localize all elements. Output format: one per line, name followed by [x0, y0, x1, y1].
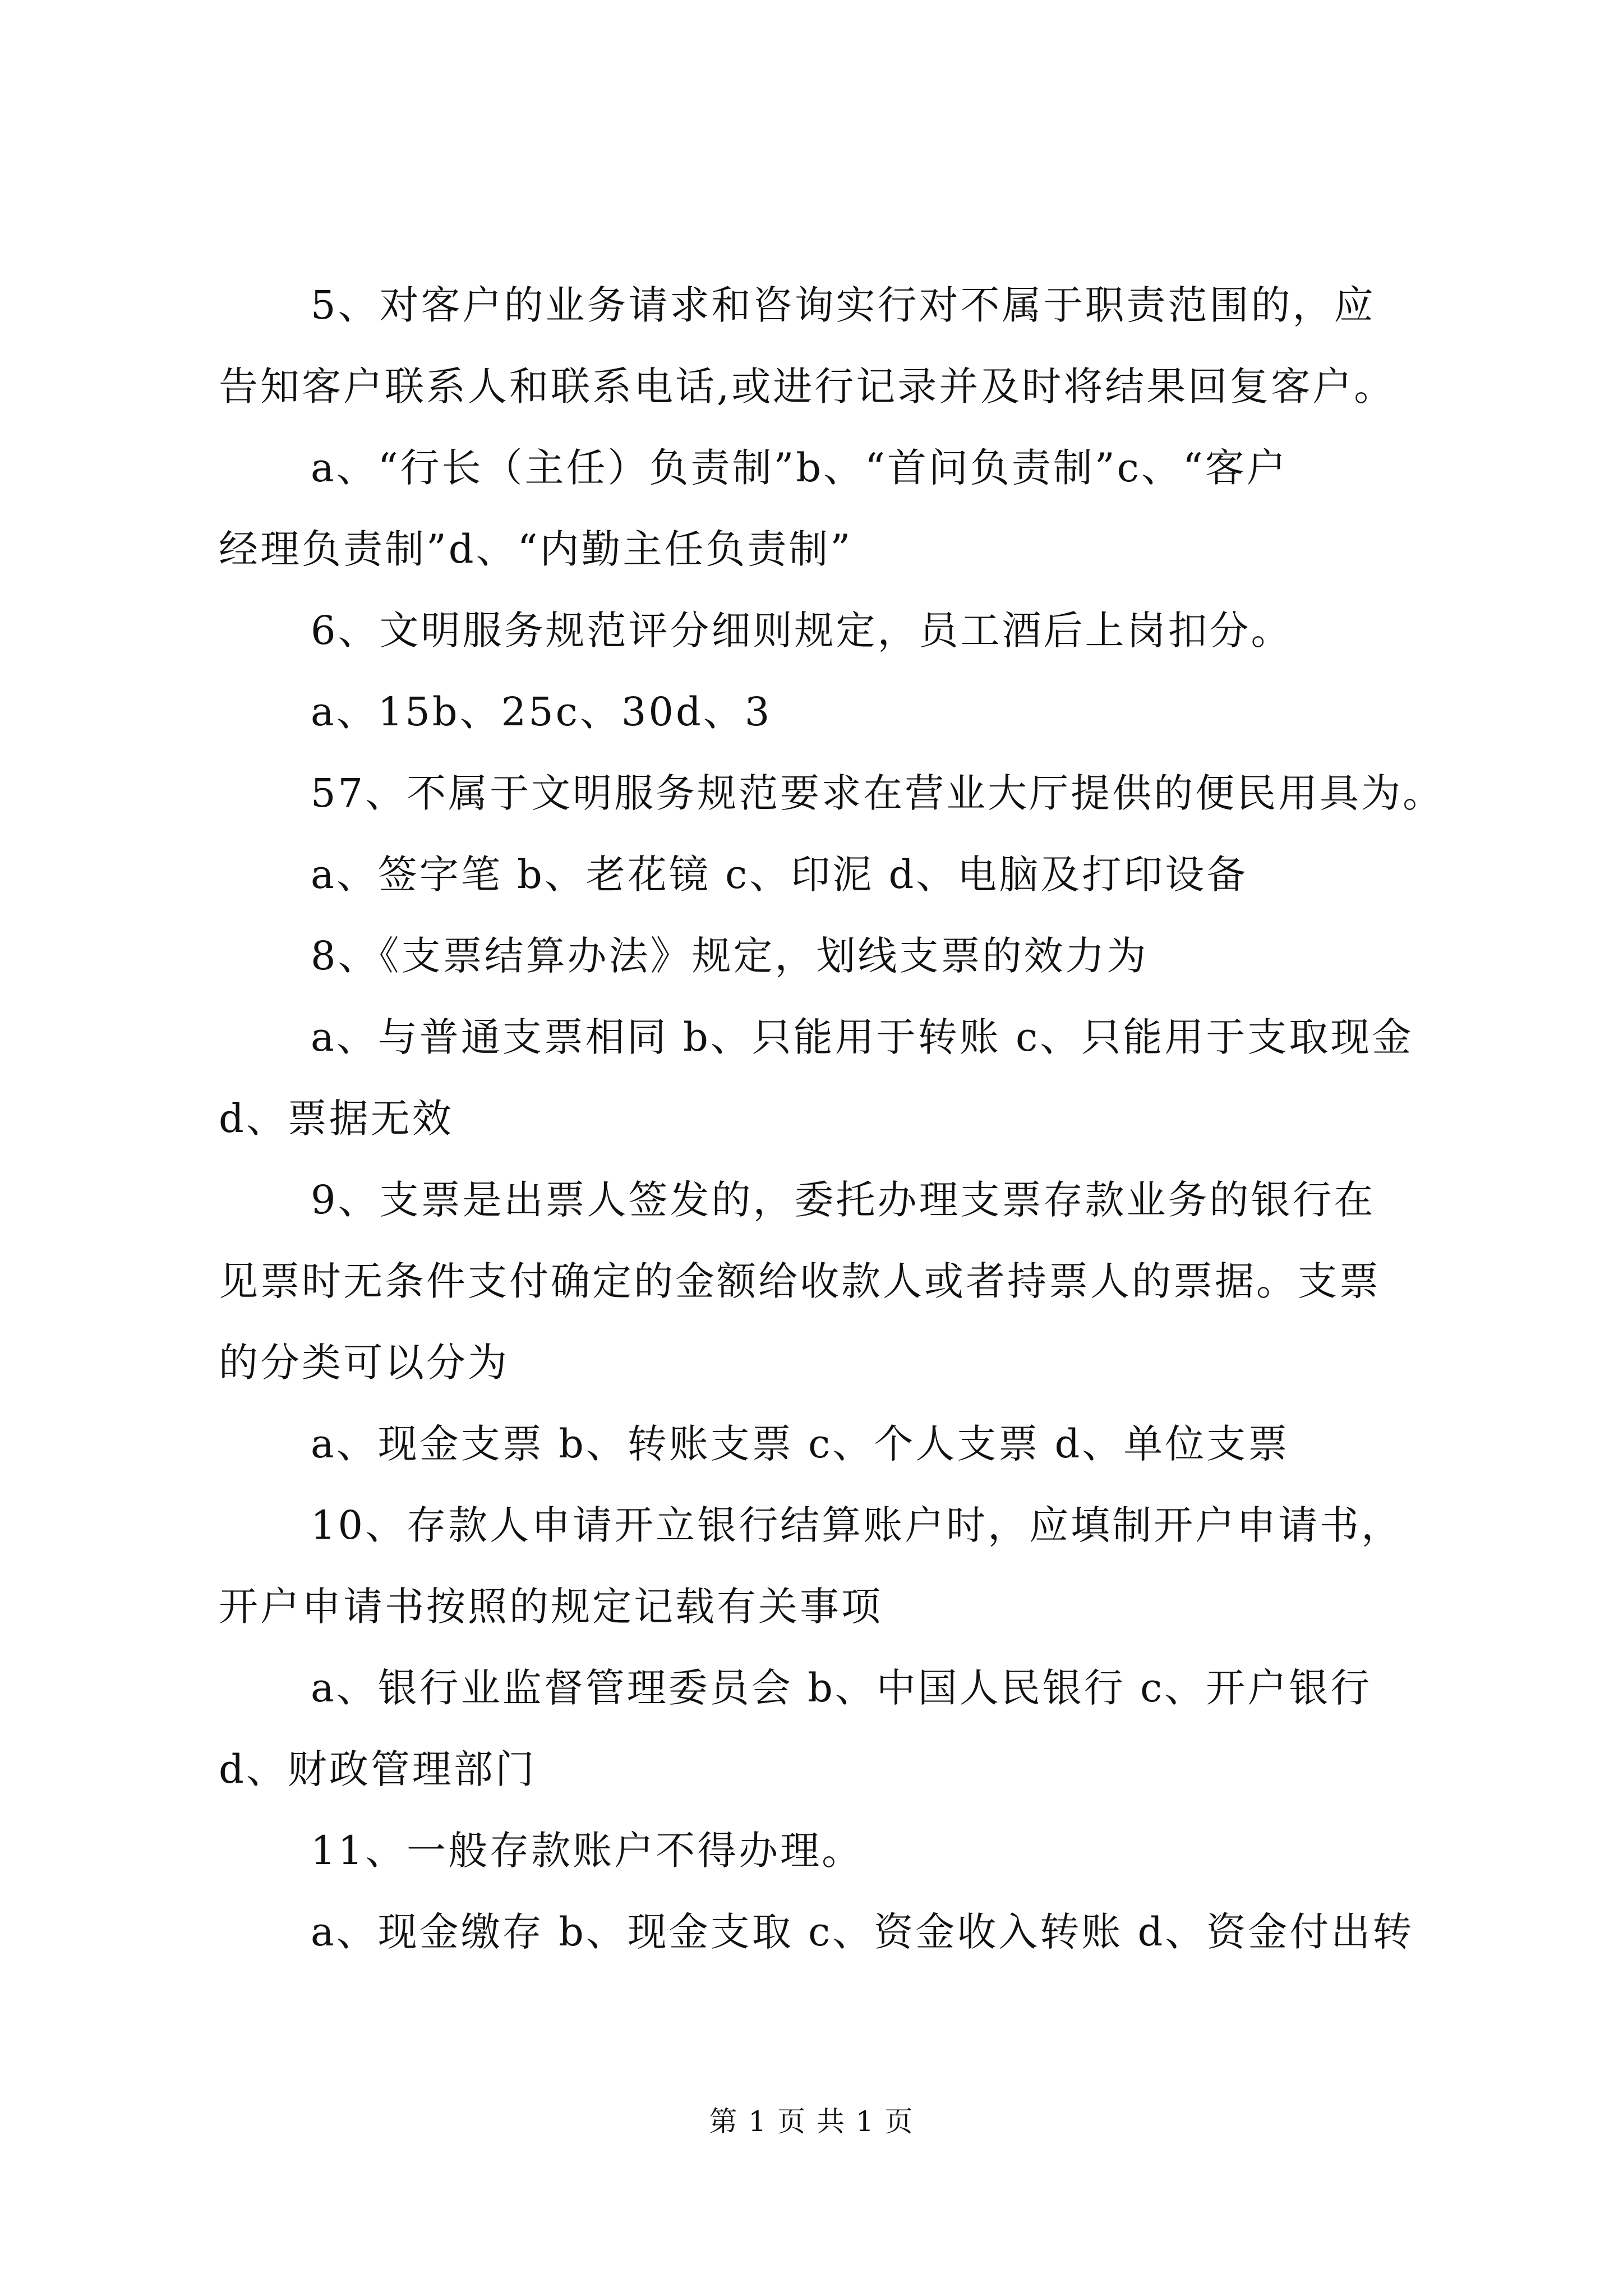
question-10-options — [219, 1648, 1419, 1810]
document-body — [219, 265, 1445, 1973]
question-9 — [219, 1159, 1419, 1404]
question-8 — [219, 915, 1419, 997]
paragraph-line: a、签字笔 b、老花镜 c、印泥 d、电脑及打印设备 — [311, 852, 1248, 898]
question-8-options — [219, 997, 1419, 1159]
question-10 — [219, 1485, 1419, 1648]
page-footer: 第 1 页 共 1 页 — [709, 2105, 914, 2138]
paragraph-line: a、与普通支票相同 b、只能用于转账 c、只能用于支取现金 — [311, 1014, 1414, 1060]
question-9-options — [219, 1404, 1419, 1485]
paragraph-line: 57、不属于文明服务规范要求在营业大厅提供的便民用具为。 — [311, 770, 1445, 816]
paragraph-line: 11、一般存款账户不得办理。 — [311, 1828, 864, 1874]
question-57 — [219, 753, 1445, 834]
question-5 — [219, 265, 1419, 427]
question-5-options — [219, 427, 1419, 590]
paragraph-line: d、财政管理部门 — [219, 1746, 537, 1792]
paragraph-line: 8、《支票结算办法》规定，划线支票的效力为 — [311, 933, 1149, 979]
question-11-options — [219, 1892, 1419, 1973]
paragraph-line: 6、文明服务规范评分细则规定，员工酒后上岗扣分。 — [311, 608, 1293, 654]
question-6-options — [219, 671, 1419, 753]
paragraph-line: a、现金支票 b、转账支票 c、个人支票 d、单位支票 — [311, 1421, 1290, 1467]
paragraph-line: d、票据无效 — [219, 1096, 454, 1142]
paragraph-line: a、15b、25c、30d、3 — [311, 689, 772, 735]
paragraph-line: 5、对客户的业务请求和咨询实行对不属于职责范围的，应 — [311, 282, 1376, 328]
paragraph-line: 经理负责制”d、“内勤主任负责制” — [219, 526, 853, 572]
question-6 — [219, 590, 1419, 671]
paragraph-line: 9、支票是出票人签发的，委托办理支票存款业务的银行在 — [311, 1177, 1376, 1223]
question-11 — [219, 1810, 1419, 1892]
paragraph-line: a、现金缴存 b、现金支取 c、资金收入转账 d、资金付出转 — [311, 1909, 1414, 1955]
paragraph-line: 见票时无条件支付确定的金额给收款人或者持票人的票据。支票 — [219, 1258, 1381, 1304]
paragraph-line: 告知客户联系人和联系电话,或进行记录并及时将结果回复客户。 — [219, 364, 1396, 409]
paragraph-line: 开户申请书按照的规定记载有关事项 — [219, 1584, 883, 1630]
paragraph-line: 的分类可以分为 — [219, 1340, 509, 1386]
question-57-options — [219, 834, 1419, 915]
paragraph-line: a、银行业监督管理委员会 b、中国人民银行 c、开户银行 — [311, 1665, 1372, 1711]
paragraph-line: a、“行长（主任）负责制”b、“首问负责制”c、“客户 — [311, 445, 1288, 491]
paragraph-line: 10、存款人申请开立银行结算账户时，应填制开户申请书， — [311, 1502, 1403, 1548]
